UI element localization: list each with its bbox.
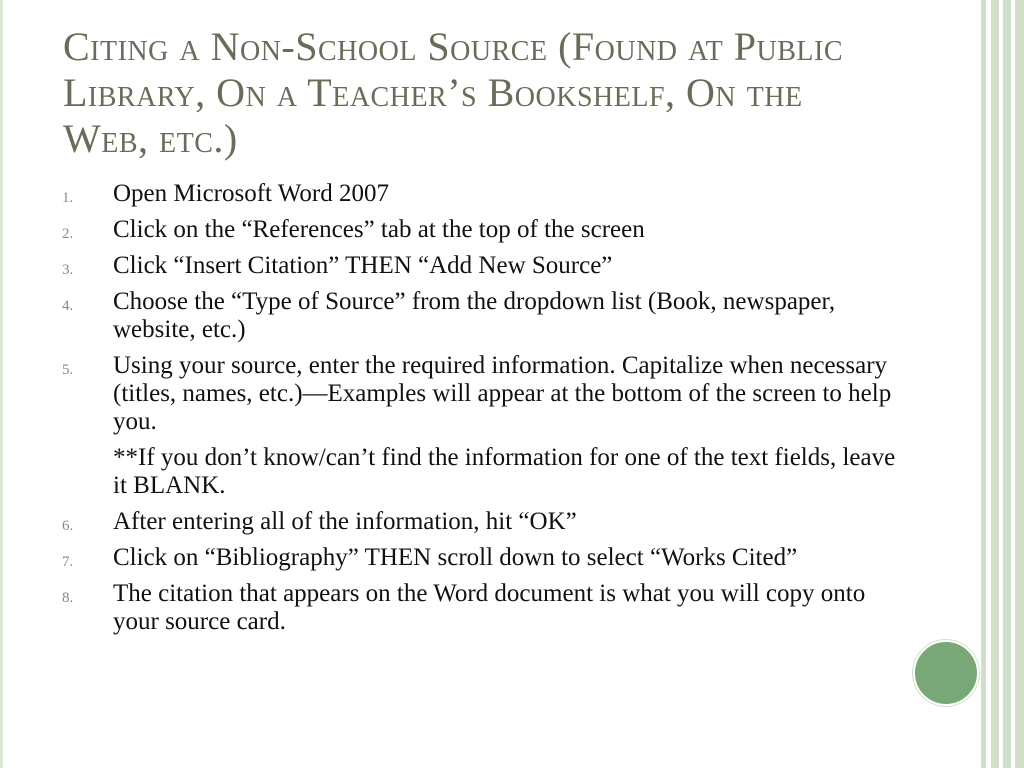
step-text: The citation that appears on the Word document is what you will copy onto your source card. bbox=[113, 580, 866, 635]
step-number: 1. bbox=[62, 190, 74, 206]
stripe bbox=[1015, 0, 1024, 768]
step-note: **If you don’t know/can’t find the information for one of the text fields, leave it BLANK. bbox=[113, 444, 896, 499]
step-text: Click on “Bibliography” THEN scroll down to select “Works Cited” bbox=[113, 544, 798, 571]
step-text: Click on the “References” tab at the top of the screen bbox=[113, 216, 645, 243]
step-number: 7. bbox=[62, 554, 74, 570]
step-text: Click “Insert Citation” THEN “Add New Source” bbox=[113, 252, 613, 279]
list-item bbox=[62, 288, 902, 344]
list-item bbox=[62, 252, 902, 280]
step-text: Using your source, enter the required information. Capitalize when necessary (titles, names, etc.)—Examples will appear at the bottom of the screen to help you. bbox=[113, 352, 892, 435]
list-item bbox=[62, 352, 902, 500]
decorative-circle-icon bbox=[913, 640, 979, 706]
slide-title: Citing a Non-School Source (Found at Public Library, On a Teacher’s Bookshelf, On the Web, etc.) bbox=[63, 24, 843, 161]
list-item bbox=[62, 544, 902, 572]
step-number: 3. bbox=[62, 262, 74, 278]
stripe bbox=[991, 0, 999, 768]
list-item bbox=[62, 580, 902, 636]
steps-list bbox=[62, 180, 902, 644]
step-text: After entering all of the information, hit “OK” bbox=[113, 508, 577, 535]
step-number: 8. bbox=[62, 590, 74, 606]
list-item bbox=[62, 216, 902, 244]
step-text: Open Microsoft Word 2007 bbox=[113, 180, 389, 207]
left-border-rule bbox=[0, 0, 3, 768]
step-number: 2. bbox=[62, 226, 74, 242]
step-number: 4. bbox=[62, 298, 74, 314]
stripe bbox=[1003, 0, 1011, 768]
step-number: 6. bbox=[62, 518, 74, 534]
list-item bbox=[62, 180, 902, 208]
list-item bbox=[62, 508, 902, 536]
right-decorative-stripes bbox=[976, 0, 1024, 768]
step-number: 5. bbox=[62, 362, 74, 378]
step-text: Choose the “Type of Source” from the dropdown list (Book, newspaper, website, etc.) bbox=[113, 288, 836, 343]
